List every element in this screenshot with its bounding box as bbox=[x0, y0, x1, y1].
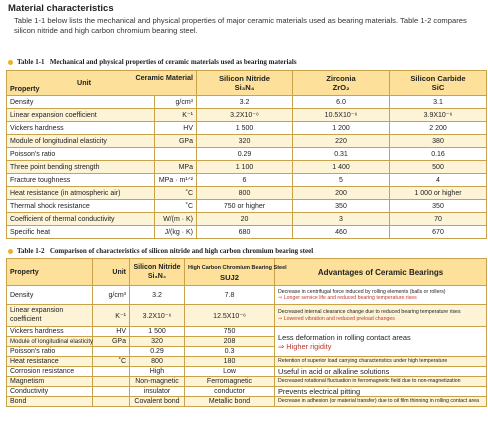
unit-cell: MPa · m¹ᐟ² bbox=[155, 174, 197, 187]
unit-cell: g/cm³ bbox=[155, 96, 197, 109]
table-row: Module of longitudinal elasticity GPa 320 208 bbox=[7, 337, 487, 347]
bullet-icon bbox=[8, 60, 13, 65]
value-cell: 5 bbox=[293, 174, 390, 187]
table1-caption-number: Table 1-1 bbox=[17, 58, 45, 66]
value-cell: 1 000 or higher bbox=[390, 187, 487, 200]
property-cell: Linear expansion coefficient bbox=[7, 109, 155, 122]
unit-cell: GPa bbox=[155, 135, 197, 148]
advantage-corrosion: Useful in acid or alkaline solutions bbox=[275, 367, 487, 377]
advantage-conductivity: Prevents electrical pitting bbox=[275, 387, 487, 397]
table-row: Corrosion resistance High Low Useful in acid or alkaline solutions bbox=[7, 367, 487, 377]
advantage-bond: Decrease in adhesion (or material transfer) due to oil film thinning in rolling contact area bbox=[275, 397, 487, 407]
table2-header-property: Property bbox=[7, 259, 93, 286]
advantage-heat-resistance: Retention of superior load carrying characteristics under high temperature bbox=[275, 357, 487, 367]
value-cell: 70 bbox=[390, 213, 487, 226]
table1-corner bbox=[7, 71, 197, 96]
value-cell: 3.9X10⁻⁶ bbox=[390, 109, 487, 122]
property-cell: Thermal shock resistance bbox=[7, 200, 155, 213]
value-cell: 6.0 bbox=[293, 96, 390, 109]
value-cell: 1 200 bbox=[293, 122, 390, 135]
table-row: Heat resistance ˚C 800 180 Retention of superior load carrying characteristics under high temperature bbox=[7, 357, 487, 367]
value-cell: 220 bbox=[293, 135, 390, 148]
table-row bbox=[7, 96, 487, 109]
table2-caption-number: Table 1-2 bbox=[17, 247, 45, 255]
value-cell: 2 200 bbox=[390, 122, 487, 135]
property-cell: Heat resistance (in atmospheric air) bbox=[7, 187, 155, 200]
property-cell: Specific heat bbox=[7, 226, 155, 239]
unit-cell bbox=[155, 148, 197, 161]
value-cell: 680 bbox=[197, 226, 293, 239]
table2-header-steel: High Carbon Chromium Bearing Steel SUJ2 bbox=[185, 259, 275, 286]
unit-cell: K⁻¹ bbox=[155, 109, 197, 122]
advantage-density: Decrease in centrifugal force induced by rolling elements (balls or rollers) ⇒ Longer service life and reduced bearing temperature rises bbox=[275, 286, 487, 305]
table2-header-silicon-nitride: Silicon Nitride Si₃N₄ bbox=[130, 259, 185, 286]
table-row bbox=[7, 161, 487, 174]
table-row bbox=[7, 187, 487, 200]
value-cell: 320 bbox=[197, 135, 293, 148]
value-cell: 350 bbox=[390, 200, 487, 213]
table-row bbox=[7, 213, 487, 226]
value-cell: 500 bbox=[390, 161, 487, 174]
unit-cell: MPa bbox=[155, 161, 197, 174]
table-row: Magnetism Non-magnetic Ferromagnetic Decreased rotational fluctuation in ferromagnetic field due to non-magnetization bbox=[7, 377, 487, 387]
property-cell: Coefficient of thermal conductivity bbox=[7, 213, 155, 226]
corner-property-label: Property bbox=[10, 84, 40, 93]
table1-caption bbox=[8, 58, 297, 66]
table-row: Vickers hardness HV 1 500 750 Less deformation in rolling contact areas ⇒ Higher rigidity bbox=[7, 327, 487, 337]
table-row bbox=[7, 148, 487, 161]
value-cell: 460 bbox=[293, 226, 390, 239]
section-title: Material characteristics bbox=[8, 3, 114, 14]
header-silicon-carbide: Silicon Carbide SiC bbox=[390, 71, 487, 96]
table-row: Density g/cm³ 3.2 7.8 Decrease in centrifugal force induced by rolling elements (balls or rollers) ⇒ Longer service life and reduced bearing temperature rises bbox=[7, 286, 487, 305]
table-row: Linear expansion coefficient K⁻¹ 3.2X10⁻⁶ 12.5X10⁻⁶ Decreased internal clearance change due to reduced bearing temperature rises ⇒ Lowered vibration and reduced preload changes bbox=[7, 305, 487, 327]
value-cell: 380 bbox=[390, 135, 487, 148]
unit-cell: HV bbox=[155, 122, 197, 135]
table-row bbox=[7, 174, 487, 187]
table2 bbox=[6, 258, 487, 407]
value-cell: 350 bbox=[293, 200, 390, 213]
value-cell: 0.29 bbox=[197, 148, 293, 161]
value-cell: 10.5X10⁻⁶ bbox=[293, 109, 390, 122]
property-cell: Poisson's ratio bbox=[7, 148, 155, 161]
table-row bbox=[7, 135, 487, 148]
table2-header-advantages: Advantages of Ceramic Bearings bbox=[275, 259, 487, 286]
property-cell: Fracture toughness bbox=[7, 174, 155, 187]
value-cell: 800 bbox=[197, 187, 293, 200]
property-cell: Three point bending strength bbox=[7, 161, 155, 174]
unit-cell: ˚C bbox=[155, 200, 197, 213]
table-row bbox=[7, 226, 487, 239]
header-zirconia: Zirconia ZrO₂ bbox=[293, 71, 390, 96]
value-cell: 6 bbox=[197, 174, 293, 187]
advantage-hardness: Less deformation in rolling contact areas ⇒ Higher rigidity bbox=[275, 327, 487, 357]
value-cell: 4 bbox=[390, 174, 487, 187]
table2-header-unit: Unit bbox=[93, 259, 130, 286]
value-cell: 3.2 bbox=[197, 96, 293, 109]
value-cell: 200 bbox=[293, 187, 390, 200]
value-cell: 1 500 bbox=[197, 122, 293, 135]
value-cell: 0.16 bbox=[390, 148, 487, 161]
advantage-magnetism: Decreased rotational fluctuation in ferromagnetic field due to non-magnetization bbox=[275, 377, 487, 387]
unit-cell: W/(m · K) bbox=[155, 213, 197, 226]
advantage-linear-expansion: Decreased internal clearance change due to reduced bearing temperature rises ⇒ Lowered vibration and reduced preload changes bbox=[275, 305, 487, 327]
table2-caption-text: Comparison of characteristics of silicon nitride and high carbon chromium bearing steel bbox=[49, 247, 314, 255]
property-cell: Vickers hardness bbox=[7, 122, 155, 135]
table-row bbox=[7, 200, 487, 213]
value-cell: 20 bbox=[197, 213, 293, 226]
value-cell: 0.31 bbox=[293, 148, 390, 161]
unit-cell: ˚C bbox=[155, 187, 197, 200]
table2-caption bbox=[8, 247, 313, 255]
bullet-icon bbox=[8, 249, 13, 254]
unit-cell: J/(kg · K) bbox=[155, 226, 197, 239]
table-row bbox=[7, 109, 487, 122]
table1-caption-text: Mechanical and physical properties of ceramic materials used as bearing materials bbox=[49, 58, 297, 66]
value-cell: 1 400 bbox=[293, 161, 390, 174]
value-cell: 750 or higher bbox=[197, 200, 293, 213]
table-row: Conductivity insulator conductor Prevents electrical pitting bbox=[7, 387, 487, 397]
value-cell: 3.2X10⁻⁶ bbox=[197, 109, 293, 122]
table-row: Poisson's ratio 0.29 0.3 bbox=[7, 347, 487, 357]
table-row bbox=[7, 122, 487, 135]
header-silicon-nitride: Silicon Nitride Si₃N₄ bbox=[197, 71, 293, 96]
property-cell: Module of longitudinal elasticity bbox=[7, 135, 155, 148]
corner-material-label: Ceramic Material bbox=[135, 73, 193, 82]
property-cell: Density bbox=[7, 96, 155, 109]
corner-unit-label: Unit bbox=[77, 78, 91, 87]
value-cell: 3.1 bbox=[390, 96, 487, 109]
table-row: Bond Covalent bond Metallic bond Decrease in adhesion (or material transfer) due to oil film thinning in rolling contact area bbox=[7, 397, 487, 407]
intro-paragraph: Table 1-1 below lists the mechanical and physical properties of major ceramic materials used as bearing materials. Table 1-2 compares silicon nitride and high carbon chromium bearing steel. bbox=[14, 16, 467, 35]
value-cell: 670 bbox=[390, 226, 487, 239]
value-cell: 3 bbox=[293, 213, 390, 226]
table1 bbox=[6, 70, 487, 239]
value-cell: 1 100 bbox=[197, 161, 293, 174]
